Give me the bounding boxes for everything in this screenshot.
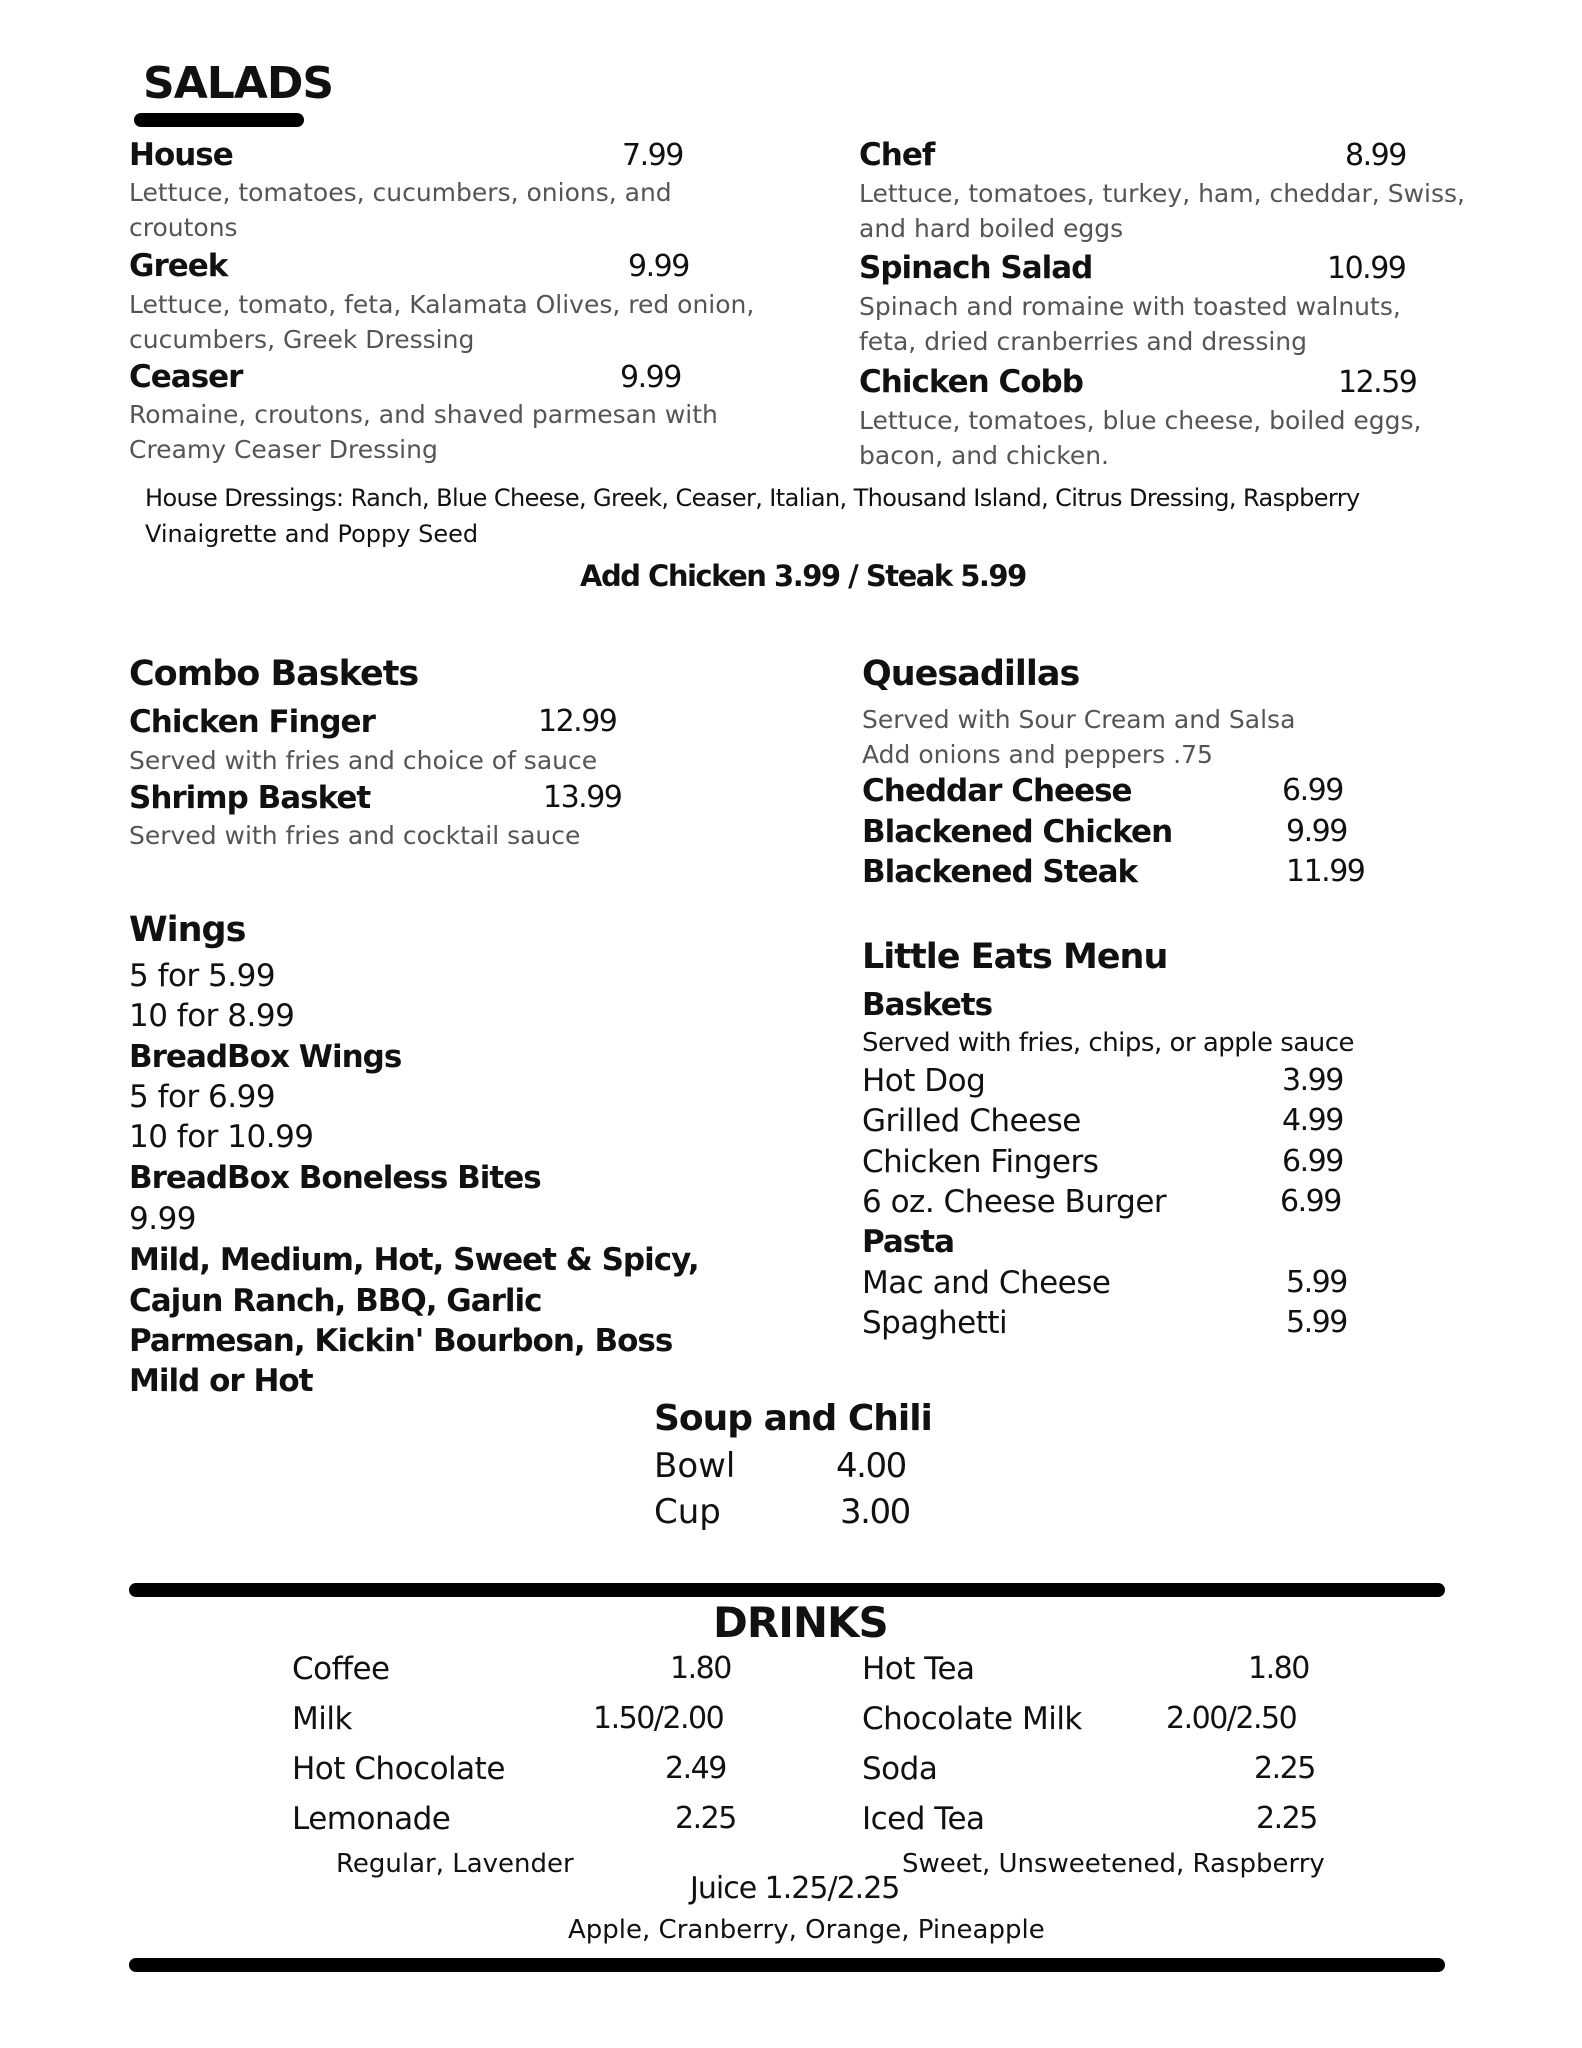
soup-price-cup: 3.00 [840,1492,910,1532]
soup-name-bowl: Bowl [654,1446,736,1486]
breadbox-wings-line-2: 10 for 10.99 [129,1119,314,1155]
salad-name-cobb: Chicken Cobb [859,364,1083,400]
drink-name-chocolate-milk: Chocolate Milk [862,1701,1082,1737]
salad-desc-cobb-1: Lettuce, tomatoes, blue cheese, boiled eggs, [859,406,1422,435]
little-eats-name-mac: Mac and Cheese [862,1265,1111,1301]
drink-name-iced-tea: Iced Tea [862,1801,985,1837]
salad-desc-greek-1: Lettuce, tomato, feta, Kalamata Olives, red onion, [129,290,755,319]
quesadillas-note-2: Add onions and peppers .75 [862,740,1213,769]
combo-desc-chicken-finger: Served with fries and choice of sauce [129,746,598,775]
quesadilla-price-cheddar: 6.99 [1282,773,1343,808]
salad-desc-greek-2: cucumbers, Greek Dressing [129,325,475,354]
little-eats-price-chicken-fingers: 6.99 [1282,1144,1343,1179]
boneless-bites-price: 9.99 [129,1201,197,1237]
salad-desc-spinach-2: feta, dried cranberries and dressing [859,327,1308,356]
salad-price-chef: 8.99 [1345,138,1406,173]
salad-name-chef: Chef [859,137,935,173]
salad-price-spinach: 10.99 [1327,251,1406,286]
quesadillas-heading: Quesadillas [862,654,1080,694]
drink-price-hot-chocolate: 2.49 [665,1751,726,1786]
little-eats-baskets-heading: Baskets [862,987,993,1023]
wing-flavors-line-1: Mild, Medium, Hot, Sweet & Spicy, [129,1242,699,1278]
juice-note: Apple, Cranberry, Orange, Pineapple [568,1915,1045,1945]
combo-heading: Combo Baskets [129,654,419,694]
salad-desc-cobb-2: bacon, and chicken. [859,441,1109,470]
salad-price-ceaser: 9.99 [620,360,681,395]
salads-heading: SALADS [143,58,334,109]
breadbox-wings-heading: BreadBox Wings [129,1039,402,1075]
iced-tea-note: Sweet, Unsweetened, Raspberry [902,1849,1325,1879]
wings-heading: Wings [129,910,246,950]
breadbox-wings-line-1: 5 for 6.99 [129,1079,276,1115]
wings-line-1: 5 for 5.99 [129,958,276,994]
drinks-bottom-rule [129,1958,1445,1972]
wing-flavors-line-4: Mild or Hot [129,1363,313,1399]
drink-name-coffee: Coffee [292,1651,390,1687]
little-eats-pasta-heading: Pasta [862,1224,954,1260]
drink-price-iced-tea: 2.25 [1256,1801,1317,1836]
drink-juice: Juice 1.25/2.25 [690,1871,900,1906]
salad-desc-chef-2: and hard boiled eggs [859,214,1124,243]
salad-name-ceaser: Ceaser [129,359,243,395]
little-eats-name-chicken-fingers: Chicken Fingers [862,1144,1099,1180]
quesadillas-note-1: Served with Sour Cream and Salsa [862,705,1296,734]
drink-name-soda: Soda [862,1751,938,1787]
drink-price-lemonade: 2.25 [675,1801,736,1836]
little-eats-price-spaghetti: 5.99 [1286,1305,1347,1340]
salad-price-greek: 9.99 [628,249,689,284]
little-eats-price-grilled-cheese: 4.99 [1282,1103,1343,1138]
quesadilla-price-chicken: 9.99 [1286,814,1347,849]
drink-name-hot-tea: Hot Tea [862,1651,975,1687]
little-eats-price-hot-dog: 3.99 [1282,1063,1343,1098]
little-eats-baskets-note: Served with fries, chips, or apple sauce [862,1028,1355,1058]
lemonade-note: Regular, Lavender [336,1849,574,1879]
little-eats-name-spaghetti: Spaghetti [862,1305,1008,1341]
combo-price-shrimp: 13.99 [543,780,622,815]
drink-price-chocolate-milk: 2.00/2.50 [1166,1701,1297,1736]
salad-desc-spinach-1: Spinach and romaine with toasted walnuts, [859,292,1401,321]
salad-name-spinach: Spinach Salad [859,250,1093,286]
quesadilla-name-cheddar: Cheddar Cheese [862,773,1132,809]
quesadilla-name-steak: Blackened Steak [862,854,1138,890]
drinks-heading: DRINKS [713,1598,888,1647]
little-eats-price-mac: 5.99 [1286,1265,1347,1300]
salad-price-house: 7.99 [622,138,683,173]
drink-name-milk: Milk [292,1701,352,1737]
little-eats-name-hot-dog: Hot Dog [862,1063,986,1099]
drink-price-soda: 2.25 [1254,1751,1315,1786]
combo-name-chicken-finger: Chicken Finger [129,704,375,740]
dressings-line-1: House Dressings: Ranch, Blue Cheese, Greek, Ceaser, Italian, Thousand Island, Citrus Dressing, Raspberry [145,484,1360,512]
salad-desc-house-1: Lettuce, tomatoes, cucumbers, onions, and [129,178,672,207]
little-eats-name-grilled-cheese: Grilled Cheese [862,1103,1081,1139]
salad-desc-house-2: croutons [129,213,238,242]
wing-flavors-line-3: Parmesan, Kickin' Bourbon, Boss [129,1323,673,1359]
soup-heading: Soup and Chili [654,1398,932,1439]
salad-desc-chef-1: Lettuce, tomatoes, turkey, ham, cheddar, Swiss, [859,179,1465,208]
boneless-bites-heading: BreadBox Boneless Bites [129,1160,541,1196]
salad-name-greek: Greek [129,248,228,284]
salad-desc-ceaser-1: Romaine, croutons, and shaved parmesan with [129,400,718,429]
drink-price-hot-tea: 1.80 [1248,1651,1309,1686]
soup-price-bowl: 4.00 [836,1446,906,1486]
dressings-line-2: Vinaigrette and Poppy Seed [145,520,479,548]
salad-name-house: House [129,137,233,173]
combo-price-chicken-finger: 12.99 [538,704,617,739]
soup-name-cup: Cup [654,1492,721,1532]
salads-underline [134,113,304,127]
drink-price-coffee: 1.80 [670,1651,731,1686]
drinks-top-rule [129,1583,1445,1597]
little-eats-name-burger: 6 oz. Cheese Burger [862,1184,1167,1220]
drink-name-lemonade: Lemonade [292,1801,451,1837]
wings-line-2: 10 for 8.99 [129,998,295,1034]
quesadilla-name-chicken: Blackened Chicken [862,814,1173,850]
salad-desc-ceaser-2: Creamy Ceaser Dressing [129,435,438,464]
little-eats-price-burger: 6.99 [1280,1184,1341,1219]
drink-name-hot-chocolate: Hot Chocolate [292,1751,505,1787]
combo-name-shrimp: Shrimp Basket [129,780,371,816]
salad-price-cobb: 12.59 [1338,365,1417,400]
drink-price-milk: 1.50/2.00 [593,1701,724,1736]
wing-flavors-line-2: Cajun Ranch, BBQ, Garlic [129,1283,542,1319]
combo-desc-shrimp: Served with fries and cocktail sauce [129,821,581,850]
quesadilla-price-steak: 11.99 [1286,854,1365,889]
little-eats-heading: Little Eats Menu [862,937,1168,977]
salad-add-on: Add Chicken 3.99 / Steak 5.99 [580,559,1026,593]
